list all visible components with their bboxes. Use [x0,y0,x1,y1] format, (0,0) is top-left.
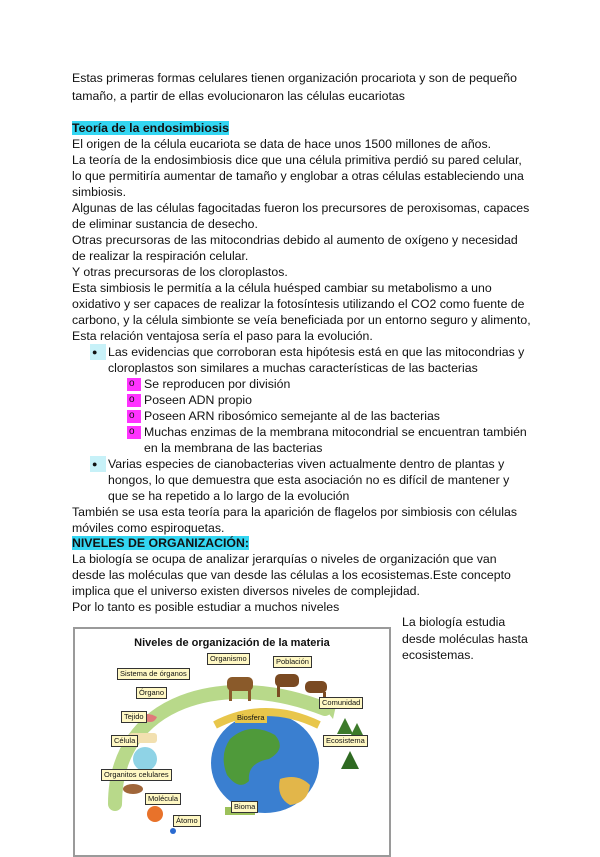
bullet-icon [90,456,106,472]
levels-heading: NIVELES DE ORGANIZACIÓN: [72,536,249,550]
circle-bullet-icon: o [127,394,141,407]
label-poblacion: Población [273,656,312,668]
label-tejido: Tejido [121,711,147,723]
circle-bullet-icon: o [127,378,141,391]
list-item [108,376,532,392]
sub-item-text: Se reproducen por división [144,377,291,391]
sub-item-text: Poseen ARN ribosómico semejante al de las bacterias [144,409,440,423]
paragraph-mitochondria: Otras precursoras de las mitocondrias debido al aumento de oxígeno y necesidad de realizar la respiración celular. [72,233,518,263]
levels-heading-line [72,535,532,551]
figure-caption: La biología estudia desde moléculas hasta ecosistemas. [402,615,528,662]
label-organismo: Organismo [207,653,250,665]
label-bioma: Bioma [231,801,258,813]
cell-icon [133,747,157,771]
levels-of-organization-figure [73,627,391,857]
organelle-icon [123,784,143,794]
evidence-sublist [108,376,532,456]
list-item [72,456,532,504]
paragraph-symbiosis: Esta simbiosis le permitía a la célula huésped cambiar su metabolismo a uno oxidativo y ser capaces de realizar la fotosíntesis utilizando el CO2 como fuente de carbono, y la célula simbionte se veía beneficiada por un entorno seguro y alimento, [72,281,531,327]
list-item [108,408,532,424]
figure-title: Niveles de organización de la materia [134,637,330,649]
label-celula: Célula [111,735,138,747]
molecule-icon [147,806,163,822]
label-atomo: Átomo [173,815,201,827]
paragraph-chloroplasts: Y otras precursoras de los cloroplastos. [72,265,288,279]
paragraph-peroxisomes: Algunas de las células fagocitadas fueron los precursores de peroxisomas, capaces de eliminar sustancia de desecho. [72,201,530,231]
endosymbiosis-heading: Teoría de la endosimbiosis [72,121,229,135]
circle-bullet-icon: o [127,426,141,439]
bullet-text: Varias especies de cianobacterias viven actualmente dentro de plantas y hongos, lo que demuestra que esta asociación no es difícil de mantener y que se ha repetido a lo largo de la evolución [108,457,510,503]
bullet-icon [90,344,106,360]
paragraph-flagella: También se usa esta teoría para la aparición de flagelos por simbiosis con células móviles como espiroquetas. [72,505,517,535]
list-item [72,344,532,456]
bullet-text: Las evidencias que corroboran esta hipótesis está en que las mitocondrias y cloroplastos son similares a muchas características de las bacterias [108,345,525,375]
list-item [108,424,532,456]
paragraph-theory: La teoría de la endosimbiosis dice que una célula primitiva perdió su pared celular, lo que permitiría aumentar de tamaño y englobar a otras células estableciendo una simbiosis. [72,153,524,199]
label-comunidad: Comunidad [319,697,363,709]
endosymbiosis-heading-line [72,120,532,136]
label-ecosistema: Ecosistema [323,735,368,747]
label-organitos: Organitos celulares [101,769,172,781]
label-biosfera: Biosfera [237,713,265,722]
paragraph-study-levels: Por lo tanto es posible estudiar a muchos niveles [72,600,340,614]
label-molecula: Molécula [145,793,181,805]
paragraph-evolution: Esta relación ventajosa sería el paso para la evolución. [72,329,373,343]
intro-line-2: tamaño, a partir de ellas evolucionaron las células eucariotas [72,89,405,103]
evidence-list [72,344,532,504]
paragraph-levels: La biología se ocupa de analizar jerarquías o niveles de organización que van desde las moléculas que van desde las células a los ecosistemas.Este concepto implica que el universo existen diversos niveles de complejidad. [72,552,511,598]
sub-item-text: Poseen ADN propio [144,393,253,407]
circle-bullet-icon: o [127,410,141,423]
list-item [108,392,532,408]
label-sistema: Sistema de órganos [117,668,190,680]
intro-line-1: Estas primeras formas celulares tienen organización procariota y son de pequeño [72,71,517,85]
sub-item-text: Muchas enzimas de la membrana mitocondrial se encuentran también en la membrana de las bacterias [144,425,527,455]
paragraph-origin: El origen de la célula eucariota se data de hace unos 1500 millones de años. [72,137,492,151]
label-organo: Órgano [136,687,167,699]
atom-icon [170,828,176,834]
